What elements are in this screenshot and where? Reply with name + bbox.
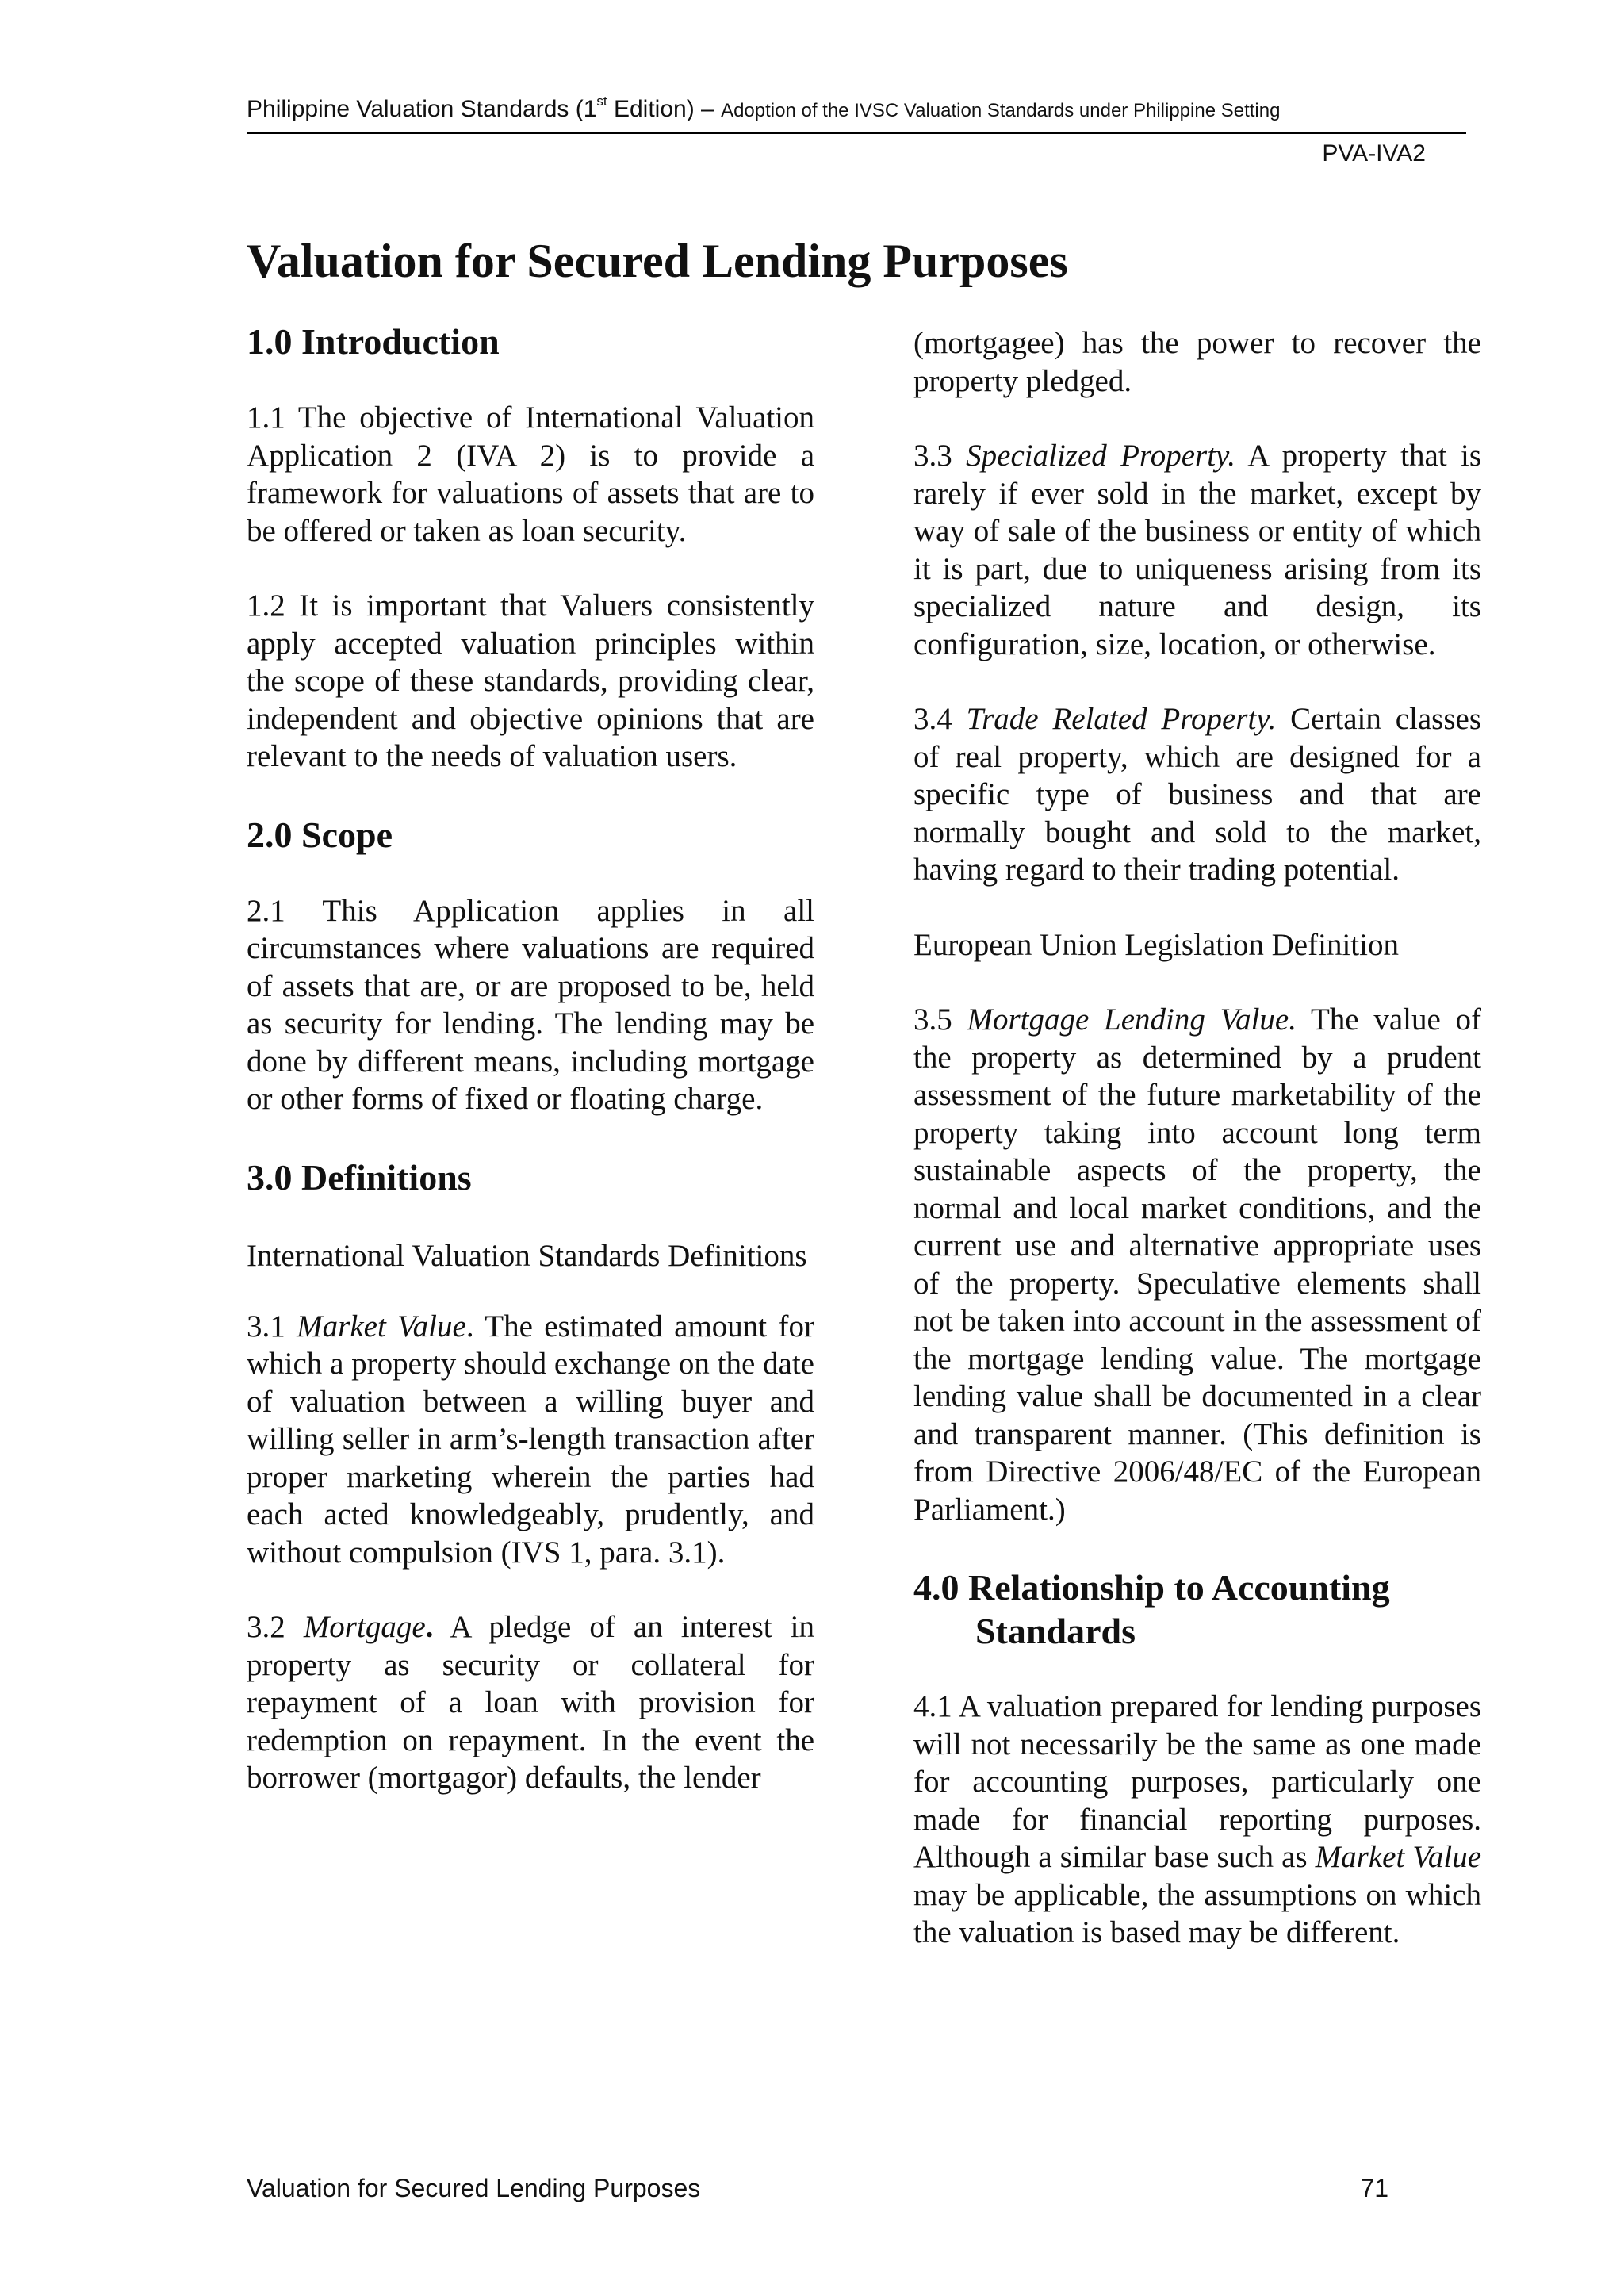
paragraph-3-2-continued: (mortgagee) has the power to recover the property pledged. [914,326,1481,398]
section-heading-accounting: 4.0 Relationship to Accounting Standards [914,1567,1390,1651]
header-title: Philippine Valuation Standards (1 [247,96,597,122]
paragraph-3-3: 3.3 Specialized Property. A property that is rarely if ever sold in the market, except by way of sale of the business or entity of which it is part, due to uniqueness arising from its specialized nature and design, its configuration, size, location, or otherwise. [914,439,1482,661]
term-market-value: Market Value [297,1309,466,1343]
term-market-value-4-1: Market Value [1315,1840,1482,1874]
running-header [247,94,1466,127]
paragraph-3-1: 3.1 Market Value. The estimated amount for which a property should exchange on the date of valuation between a willing buyer and willing seller in arm’s-length transaction after proper marketing wherein the parties had each acted knowledgeably, prudently, and without compulsion (IVS 1, para. 3.1). [247,1309,815,1570]
page-footer [247,2172,1388,2204]
section-heading-scope: 2.0 Scope [247,814,393,855]
paragraph-1-2: 1.2 It is important that Valuers consistently apply accepted valuation principles within the scope of these standards, providing clear, independent and objective opinions that are relevant to the needs of valuation users. [247,588,814,773]
left-column [247,320,814,1834]
section-code: PVA-IVA2 [1322,140,1426,167]
paragraph-2-1: 2.1 This Application applies in all circumstances where valuations are required of assets that are, or are proposed to be, held as security for lending. The lending may be done by different means, including mortgage or other forms of fixed or floating charge. [247,893,814,1116]
section-heading-definitions: 3.0 Definitions [247,1156,472,1198]
page-title: Valuation for Secured Lending Purposes [247,235,1068,287]
header-rule [247,132,1466,134]
paragraph-3-4: 3.4 Trade Related Property. Certain classes of real property, which are designed for a specific type of business and that are normally bought and sold to the market, having regard to their trading potential. [914,702,1481,887]
term-mortgage: Mortgage [303,1610,426,1644]
paragraph-3-5: 3.5 Mortgage Lending Value. The value of the property as determined by a prudent assessment of the future marketability of the property taking into account long term sustainable aspects of the property, the normal and local market conditions, and the current use and alternative appropriate uses of the property. Speculative elements shall not be taken into account in the assessment of the mortgage lending value. The mortgage lending value shall be documented in a clear and transparent manner. (This definition is from Directive 2006/48/EC of the European Parliament.) [914,1002,1482,1527]
paragraph-1-1: 1.1 The objective of International Valuation Application 2 (IVA 2) is to provide a framework for valuations of assets that are to be offered or taken as loan security. [247,401,814,548]
term-specialized-property: Specialized Property. [966,439,1235,473]
footer-title: Valuation for Secured Lending Purposes [247,2174,701,2202]
header-subtitle: Adoption of the IVSC Valuation Standards under Philippine Setting [721,100,1281,121]
eu-definition-subheading: European Union Legislation Definition [914,927,1399,962]
header-edition-superscript: st [596,94,607,109]
header-title-suffix: Edition) – [607,96,722,122]
term-trade-related-property: Trade Related Property. [966,702,1277,736]
term-mortgage-lending-value: Mortgage Lending Value. [967,1002,1297,1037]
page-number: 71 [1360,2174,1388,2202]
paragraph-3-2: 3.2 Mortgage. A pledge of an interest in property as security or collateral for repayment of a loan with provision for redemption on repayment. In the event the borrower (mortgagor) defaults, the lender [247,1610,814,1795]
ivs-definitions-subheading: International Valuation Standards Definitions [247,1238,807,1273]
right-column [914,324,1481,1989]
paragraph-4-1: 4.1 A valuation prepared for lending purposes will not necessarily be the same as one made for accounting purposes, particularly one made for financial reporting purposes. Although a similar base such as Market Value may be applicable, the assumptions on which the valuation is based may be different. [914,1689,1482,1949]
section-heading-introduction: 1.0 Introduction [247,321,500,362]
